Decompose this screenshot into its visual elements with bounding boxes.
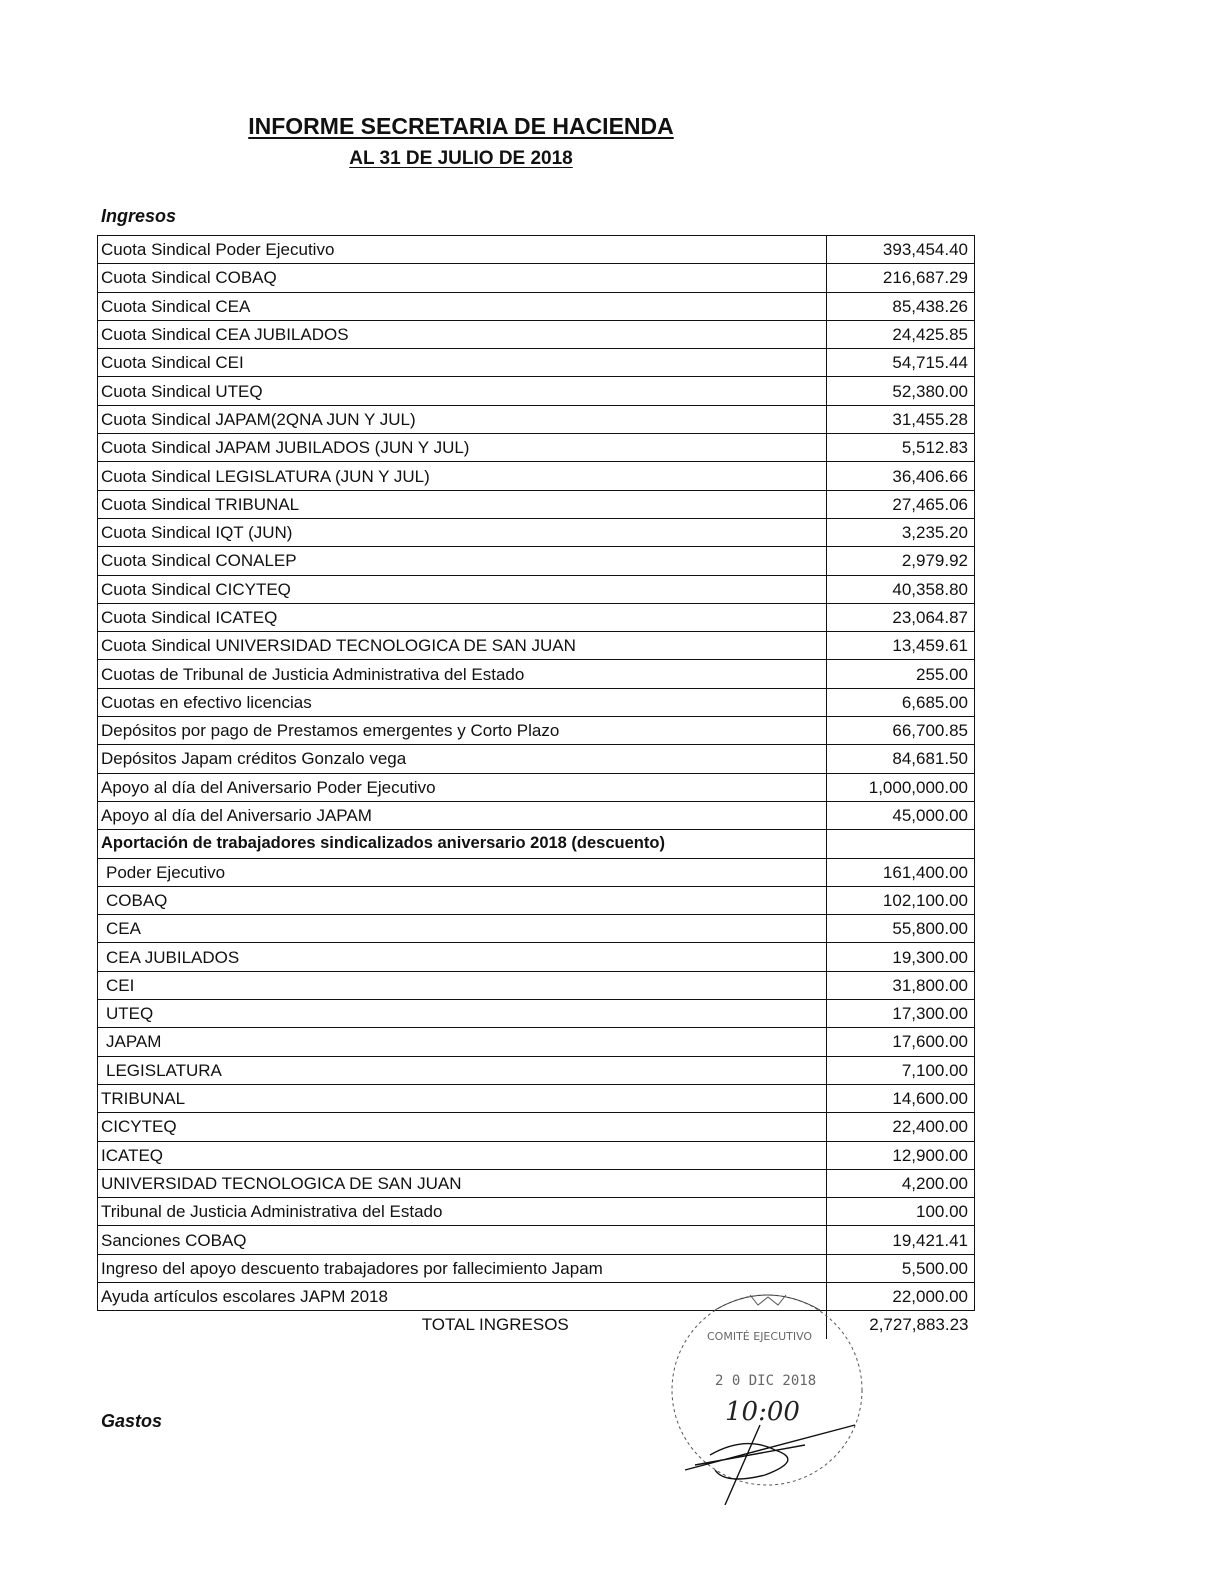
- row-amount: 23,064.87: [827, 603, 975, 631]
- row-description: CEI: [98, 971, 827, 999]
- row-amount: 52,380.00: [827, 377, 975, 405]
- table-row: [98, 688, 975, 716]
- row-amount: 161,400.00: [827, 858, 975, 886]
- row-description: TRIBUNAL: [98, 1084, 827, 1112]
- table-row: [98, 462, 975, 490]
- row-amount: 5,500.00: [827, 1254, 975, 1282]
- row-amount: 40,358.80: [827, 575, 975, 603]
- gastos-heading: Gastos: [101, 1411, 163, 1431]
- table-row: [98, 915, 975, 943]
- row-amount: [827, 830, 975, 858]
- row-amount: 102,100.00: [827, 886, 975, 914]
- row-description: Depósitos Japam créditos Gonzalo vega: [98, 745, 827, 773]
- table-row: [98, 1254, 975, 1282]
- table-row: [98, 717, 975, 745]
- row-amount: 216,687.29: [827, 264, 975, 292]
- row-amount: 17,300.00: [827, 1000, 975, 1028]
- table-row: [98, 1198, 975, 1226]
- row-description: Cuota Sindical COBAQ: [98, 264, 827, 292]
- total-row: [98, 1311, 975, 1339]
- row-description: Aportación de trabajadores sindicalizados aniversario 2018 (descuento): [98, 830, 827, 858]
- row-description: Cuotas de Tribunal de Justicia Administrativa del Estado: [98, 660, 827, 688]
- table-row: [98, 745, 975, 773]
- row-amount: 14,600.00: [827, 1084, 975, 1112]
- table-row: [98, 1113, 975, 1141]
- row-amount: 5,512.83: [827, 434, 975, 462]
- row-description: Cuota Sindical UTEQ: [98, 377, 827, 405]
- row-description: Cuota Sindical LEGISLATURA (JUN Y JUL): [98, 462, 827, 490]
- row-amount: 54,715.44: [827, 349, 975, 377]
- row-description: CICYTEQ: [98, 1113, 827, 1141]
- row-amount: 7,100.00: [827, 1056, 975, 1084]
- row-description: COBAQ: [98, 886, 827, 914]
- report-subtitle: AL 31 DE JULIO DE 2018: [349, 148, 573, 169]
- row-description: Cuota Sindical CEI: [98, 349, 827, 377]
- row-amount: 84,681.50: [827, 745, 975, 773]
- table-row: [98, 801, 975, 829]
- row-amount: 45,000.00: [827, 801, 975, 829]
- row-description: Apoyo al día del Aniversario JAPAM: [98, 801, 827, 829]
- table-row: [98, 858, 975, 886]
- row-description: Ayuda artículos escolares JAPM 2018: [98, 1282, 827, 1310]
- row-amount: 100.00: [827, 1198, 975, 1226]
- total-label: TOTAL INGRESOS: [98, 1311, 827, 1339]
- row-amount: 27,465.06: [827, 490, 975, 518]
- table-row: [98, 660, 975, 688]
- row-description: Cuota Sindical CEA JUBILADOS: [98, 320, 827, 348]
- row-amount: 255.00: [827, 660, 975, 688]
- row-amount: 6,685.00: [827, 688, 975, 716]
- table-row: [98, 830, 975, 858]
- row-description: Apoyo al día del Aniversario Poder Ejecutivo: [98, 773, 827, 801]
- row-description: Cuota Sindical JAPAM JUBILADOS (JUN Y JUL): [98, 434, 827, 462]
- table-row: [98, 773, 975, 801]
- row-description: Cuota Sindical CICYTEQ: [98, 575, 827, 603]
- row-description: Cuota Sindical TRIBUNAL: [98, 490, 827, 518]
- table-row: [98, 292, 975, 320]
- row-amount: 19,421.41: [827, 1226, 975, 1254]
- row-amount: 1,000,000.00: [827, 773, 975, 801]
- row-description: Cuota Sindical IQT (JUN): [98, 518, 827, 546]
- report-title: INFORME SECRETARIA DE HACIENDA: [248, 113, 674, 139]
- table-row: [98, 886, 975, 914]
- table-row: [98, 971, 975, 999]
- row-amount: 31,455.28: [827, 405, 975, 433]
- row-description: Ingreso del apoyo descuento trabajadores por fallecimiento Japam: [98, 1254, 827, 1282]
- row-description: Sanciones COBAQ: [98, 1226, 827, 1254]
- row-amount: 22,400.00: [827, 1113, 975, 1141]
- table-row: [98, 405, 975, 433]
- row-amount: 19,300.00: [827, 943, 975, 971]
- row-description: CEA JUBILADOS: [98, 943, 827, 971]
- row-amount: 3,235.20: [827, 518, 975, 546]
- table-row: [98, 1169, 975, 1197]
- row-amount: 4,200.00: [827, 1169, 975, 1197]
- row-description: UNIVERSIDAD TECNOLOGICA DE SAN JUAN: [98, 1169, 827, 1197]
- table-row: [98, 943, 975, 971]
- row-amount: 36,406.66: [827, 462, 975, 490]
- row-amount: 12,900.00: [827, 1141, 975, 1169]
- table-row: [98, 377, 975, 405]
- table-row: [98, 434, 975, 462]
- row-amount: 17,600.00: [827, 1028, 975, 1056]
- table-row: [98, 320, 975, 348]
- row-description: UTEQ: [98, 1000, 827, 1028]
- table-row: [98, 603, 975, 631]
- row-amount: 31,800.00: [827, 971, 975, 999]
- row-amount: 66,700.85: [827, 717, 975, 745]
- table-row: [98, 490, 975, 518]
- row-amount: 2,979.92: [827, 547, 975, 575]
- table-row: [98, 264, 975, 292]
- table-row: [98, 575, 975, 603]
- row-description: CEA: [98, 915, 827, 943]
- svg-text:COMITÉ EJECUTIVO: COMITÉ EJECUTIVO: [707, 1330, 813, 1343]
- table-row: [98, 1000, 975, 1028]
- row-amount: 22,000.00: [827, 1282, 975, 1310]
- row-description: Depósitos por pago de Prestamos emergentes y Corto Plazo: [98, 717, 827, 745]
- table-row: [98, 1282, 975, 1310]
- table-row: [98, 632, 975, 660]
- row-description: Cuota Sindical CONALEP: [98, 547, 827, 575]
- row-description: Cuota Sindical ICATEQ: [98, 603, 827, 631]
- row-description: LEGISLATURA: [98, 1056, 827, 1084]
- table-row: [98, 547, 975, 575]
- table-row: [98, 1028, 975, 1056]
- table-row: [98, 236, 975, 264]
- row-description: ICATEQ: [98, 1141, 827, 1169]
- row-description: JAPAM: [98, 1028, 827, 1056]
- row-amount: 24,425.85: [827, 320, 975, 348]
- ingresos-heading: Ingresos: [101, 206, 177, 226]
- row-description: Cuota Sindical UNIVERSIDAD TECNOLOGICA DE SAN JUAN: [98, 632, 827, 660]
- row-description: Cuota Sindical CEA: [98, 292, 827, 320]
- table-row: [98, 1056, 975, 1084]
- row-description: Cuotas en efectivo licencias: [98, 688, 827, 716]
- row-amount: 55,800.00: [827, 915, 975, 943]
- total-amount: 2,727,883.23: [827, 1311, 975, 1339]
- row-amount: 393,454.40: [827, 236, 975, 264]
- svg-text:2 0 DIC 2018: 2 0 DIC 2018: [715, 1373, 817, 1389]
- ingresos-table: [97, 235, 975, 1339]
- row-description: Tribunal de Justicia Administrativa del Estado: [98, 1198, 827, 1226]
- row-description: Cuota Sindical Poder Ejecutivo: [98, 236, 827, 264]
- row-description: Poder Ejecutivo: [98, 858, 827, 886]
- table-row: [98, 1141, 975, 1169]
- svg-text:10:00: 10:00: [725, 1397, 800, 1427]
- table-row: [98, 1084, 975, 1112]
- row-amount: 13,459.61: [827, 632, 975, 660]
- row-description: Cuota Sindical JAPAM(2QNA JUN Y JUL): [98, 405, 827, 433]
- table-row: [98, 518, 975, 546]
- table-row: [98, 1226, 975, 1254]
- table-row: [98, 349, 975, 377]
- row-amount: 85,438.26: [827, 292, 975, 320]
